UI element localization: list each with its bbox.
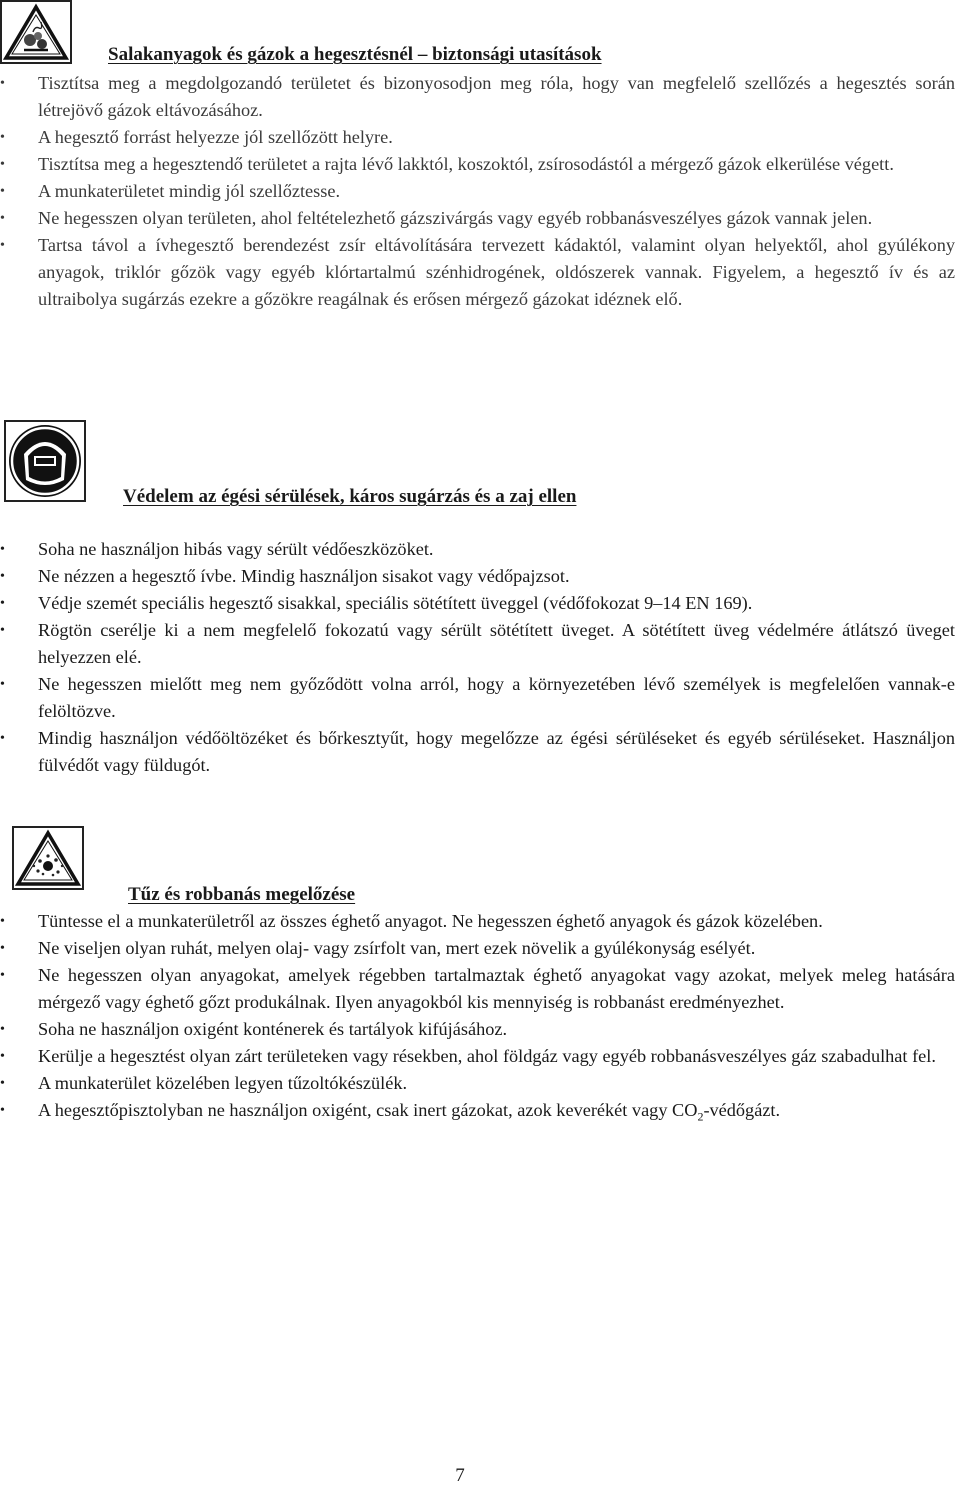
list-item: • Ne hegesszen olyan anyagokat, amelyek régebben tartalmaztak éghető anyagokat vagy azokat, melyek meleg hatására mérgező vagy éghető gőzt produkálnak. Ilyen anyagokból kis mennyiség is robbanást eredményezhet. (0, 962, 960, 1016)
list-item: • Soha ne használjon oxigént konténerek és tartályok kifújásához. (0, 1016, 960, 1043)
section-fire-title: Tűz és robbanás megelőzése (128, 884, 356, 905)
bullet-marker: • (0, 968, 5, 983)
list-item: • Tisztítsa meg a megdolgozandó területet és bizonyosodjon meg róla, hogy van megfelelő szellőzés a hegesztés során létrejövő gázok eltávozásához. (0, 70, 960, 124)
list-item: • Védje szemét speciális hegesztő sisakkal, speciális sötétített üveggel (védőfokozat 9–14 EN 169). (0, 590, 960, 617)
bullet-marker: • (0, 76, 5, 91)
bullet-marker: • (0, 569, 5, 584)
bullet-marker: • (0, 211, 5, 226)
bullet-marker: • (0, 1076, 5, 1091)
bullet-marker: • (0, 542, 5, 557)
list-item: • A hegesztőpisztolyban ne használjon oxigént, csak inert gázokat, azok keverékét vagy $CO_2$-védőgázt. (0, 1097, 960, 1131)
explosion-warning-triangle-icon (12, 826, 84, 890)
list-item: • Rögtön cserélje ki a nem megfelelő fokozatú vagy sérült sötétített üveget. A sötétített üveg védelmére átlátszó üveget helyezzen elé. (0, 617, 960, 671)
bullet-marker: • (0, 914, 5, 929)
list-item: • Ne hegesszen olyan területen, ahol feltételezhető gázszivárgás vagy egyéb robbanásveszélyes gázok vannak jelen. (0, 205, 960, 232)
list-item: • Ne viseljen olyan ruhát, melyen olaj- vagy zsírfolt van, mert ezek növelik a gyúlékonyság esélyét. (0, 935, 960, 962)
section-protection-title: Védelem az égési sérülések, káros sugárzás és a zaj ellen (123, 486, 577, 507)
bullet-marker: • (0, 184, 5, 199)
bullet-marker: • (0, 941, 5, 956)
list-item: • Soha ne használjon hibás vagy sérült védőeszközöket. (0, 536, 960, 563)
list-item: • Kerülje a hegesztést olyan zárt területeken vagy résekben, ahol földgáz vagy egyéb robbanásveszélyes gáz szabadulhat fel. (0, 1043, 960, 1070)
list-item: • Ne nézzen a hegesztő ívbe. Mindig használjon sisakot vagy védőpajzsot. (0, 563, 960, 590)
list-item: • Tisztítsa meg a hegesztendő területet a rajta lévő lakktól, koszoktól, zsírosodástól a mérgező gázok elkerülése végett. (0, 151, 960, 178)
list-item: • Tüntesse el a munkaterületről az összes éghető anyagot. Ne hegesszen éghető anyagok és gázok közelében. (0, 908, 960, 935)
bullet-marker: • (0, 677, 5, 692)
section-protection-list (0, 536, 960, 779)
bullet-marker: • (0, 1049, 5, 1064)
bullet-marker: • (0, 130, 5, 145)
section-fire-list (0, 908, 960, 1131)
section-fumes-list (0, 70, 960, 313)
bullet-marker: • (0, 1103, 5, 1118)
list-item: • Tartsa távol a ívhegesztő berendezést zsír eltávolítására tervezett kádaktól, valamint olyan helyektől, ahol gyúlékony anyagok, triklór gőzök vagy egyéb klórtartalmú szénhidrogének, oldószerek vannak. Figyelem, a hegesztő ív és az ultraibolya sugárzás ezekre a gőzökre reagálnak és erősen mérgező gázokat idéznek elő. (0, 232, 960, 313)
list-item: • A munkaterület közelében legyen tűzoltókészülék. (0, 1070, 960, 1097)
bullet-marker: • (0, 596, 5, 611)
welding-mask-mandatory-icon (4, 420, 86, 502)
warning-fume-triangle-icon (0, 0, 72, 64)
bullet-marker: • (0, 1022, 5, 1037)
bullet-marker: • (0, 238, 5, 253)
bullet-marker: • (0, 623, 5, 638)
list-item: • A munkaterületet mindig jól szellőztesse. (0, 178, 960, 205)
section-fumes-title: Salakanyagok és gázok a hegesztésnél – biztonsági utasítások (108, 44, 602, 65)
list-item: • Mindig használjon védőöltözéket és bőrkesztyűt, hogy megelőzze az égési sérüléseket és egyéb sérüléseket. Használjon fülvédőt vagy füldugót. (0, 725, 960, 779)
list-item: • Ne hegesszen mielőtt meg nem győződött volna arról, hogy a környezetében lévő személyek is megfelelően vannak-e felöltözve. (0, 671, 960, 725)
bullet-marker: • (0, 157, 5, 172)
page-number: 7 (455, 1465, 465, 1486)
bullet-marker: • (0, 731, 5, 746)
list-item: • A hegesztő forrást helyezze jól szellőzött helyre. (0, 124, 960, 151)
